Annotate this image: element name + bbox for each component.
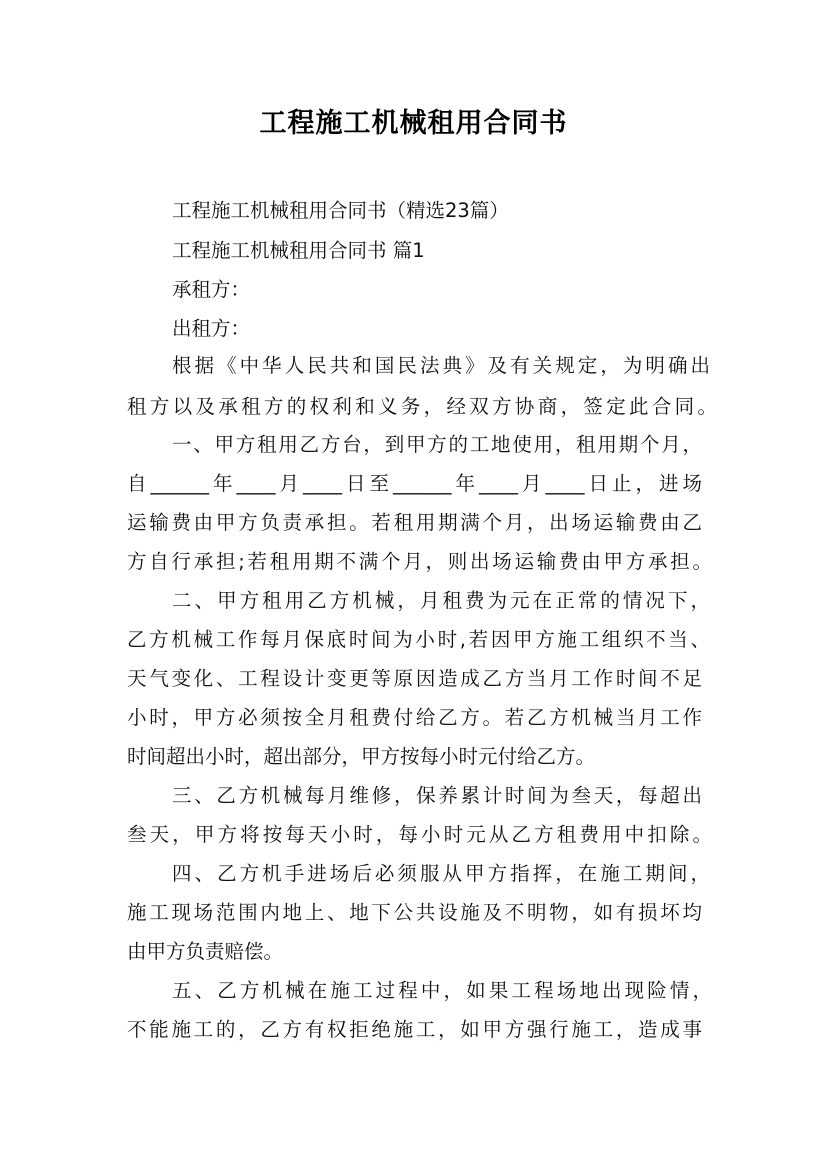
paragraph-line: 天气变化、工程设计变更等原因造成乙方当月工作时间不足: [127, 667, 702, 690]
paragraph-line: 小时，甲方必须按全月租费付给乙方。若乙方机械当月工作: [127, 706, 702, 729]
paragraph-line: 方自行承担;若租用期不满个月，则出场运输费由甲方承担。: [127, 550, 712, 573]
paragraph-line: 由甲方负责赔偿。: [127, 940, 284, 963]
paragraph-line: 出租方：: [172, 317, 251, 340]
paragraph-line: 自______年____月____日至______年____月____日止，进场: [127, 472, 702, 495]
paragraph-line: 工程施工机械租用合同书（精选23篇）: [172, 199, 509, 222]
paragraph-line: 五、乙方机械在施工过程中，如果工程场地出现险情，: [172, 979, 712, 1002]
paragraph-line: 租方以及承租方的权利和义务，经双方协商，签定此合同。: [127, 395, 717, 418]
paragraph-line: 一、甲方租用乙方台，到甲方的工地使用，租用期个月，: [172, 433, 702, 456]
paragraph-line: 时间超出小时，超出部分，甲方按每小时元付给乙方。: [127, 745, 596, 768]
paragraph-line: 叁天，甲方将按每天小时，每小时元从乙方租费用中扣除。: [127, 823, 712, 846]
paragraph-line: 工程施工机械租用合同书 篇1: [172, 239, 425, 262]
paragraph-line: 三、乙方机械每月维修，保养累计时间为叁天，每超出: [172, 784, 702, 807]
document-title: 工程施工机械租用合同书: [259, 108, 568, 139]
paragraph-line: 不能施工的，乙方有权拒绝施工，如甲方强行施工，造成事: [127, 1018, 702, 1041]
paragraph-line: 根据《中华人民共和国民法典》及有关规定，为明确出: [172, 354, 710, 377]
paragraph-line: 承租方：: [172, 278, 251, 301]
paragraph-line: 运输费由甲方负责承担。若租用期满个月，出场运输费由乙: [127, 511, 702, 534]
paragraph-line: 二、甲方租用乙方机械，月租费为元在正常的情况下，: [172, 589, 710, 612]
paragraph-line: 四、乙方机手进场后必须服从甲方指挥，在施工期间，: [172, 862, 710, 885]
paragraph-line: 乙方机械工作每月保底时间为小时,若因甲方施工组织不当、: [127, 628, 710, 651]
paragraph-line: 施工现场范围内地上、地下公共设施及不明物，如有损坏均: [127, 901, 702, 924]
